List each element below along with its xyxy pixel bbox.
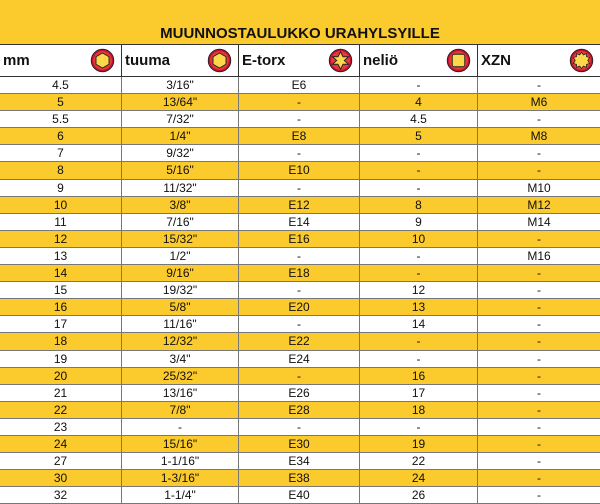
table-cell: 12: [360, 282, 478, 298]
table-cell: -: [537, 436, 541, 451]
table-cell: -: [537, 266, 541, 281]
table-cell: E30: [239, 436, 360, 452]
table-cell: 16: [360, 368, 478, 384]
table-row: [0, 316, 600, 333]
table-cell: 5.5: [0, 111, 122, 127]
table-cell: 13: [360, 299, 478, 315]
header-label-xzn: XZN: [481, 52, 511, 69]
table-cell: 20: [0, 368, 122, 384]
table-cell: -: [360, 351, 478, 367]
table-cell: -: [537, 283, 541, 298]
table-cell: E34: [239, 453, 360, 469]
table-cell: -: [239, 94, 360, 110]
table-cell: -: [360, 162, 478, 178]
table-cell: -: [239, 316, 360, 332]
header-label-nelio: neliö: [363, 52, 399, 69]
xzn-spline-icon: [569, 48, 594, 73]
table-cell: -: [122, 419, 239, 435]
table-row: [0, 282, 600, 299]
table-cell: 16: [0, 299, 122, 315]
table-cell: -: [239, 180, 360, 196]
table-cell: 4.5: [360, 111, 478, 127]
table-row: [0, 453, 600, 470]
table-row: [0, 385, 600, 402]
table-cell: 14: [0, 265, 122, 281]
table-cell: 8: [360, 197, 478, 213]
header-xzn: [478, 45, 600, 76]
page-title: MUUNNOSTAULUKKO URAHYLSYILLE: [160, 25, 440, 42]
table-row: [0, 214, 600, 231]
table-cell: E38: [239, 470, 360, 486]
table-row: [0, 333, 600, 350]
table-cell: -: [239, 282, 360, 298]
table-cell: E26: [239, 385, 360, 401]
table-cell: -: [537, 317, 541, 332]
table-row: [0, 231, 600, 248]
table-cell: M6: [530, 95, 548, 110]
table-row: [0, 470, 600, 487]
table-cell: -: [239, 368, 360, 384]
table-cell: -: [537, 334, 541, 349]
table-row: [0, 162, 600, 179]
header-etorx: [239, 45, 360, 76]
table-cell: -: [537, 231, 541, 246]
table-cell: 4: [360, 94, 478, 110]
table-cell: 19: [360, 436, 478, 452]
table-cell: M8: [530, 129, 548, 144]
table-cell: E14: [239, 214, 360, 230]
header-nelio: [360, 45, 478, 76]
table-cell: 15: [0, 282, 122, 298]
table-row: [0, 436, 600, 453]
table-cell: 9/16": [122, 265, 239, 281]
table-cell: 12: [0, 231, 122, 247]
table-row: [0, 111, 600, 128]
table-cell: 19/32": [122, 282, 239, 298]
table-cell: E24: [239, 351, 360, 367]
table-row: [0, 128, 600, 145]
table-cell: 25/32": [122, 368, 239, 384]
table-row: [0, 77, 600, 94]
table-cell: E20: [239, 299, 360, 315]
table-cell: 9/32": [122, 145, 239, 161]
table-cell: 1/2": [122, 248, 239, 264]
table-cell: 9: [360, 214, 478, 230]
table-cell: 13/16": [122, 385, 239, 401]
header-label-etorx: E-torx: [242, 52, 286, 69]
table-cell: -: [537, 471, 541, 486]
table-cell: 11: [0, 214, 122, 230]
table-cell: -: [537, 368, 541, 383]
table-cell: E10: [239, 162, 360, 178]
header-mm: [0, 45, 122, 76]
table-cell: -: [360, 248, 478, 264]
table-cell: 24: [360, 470, 478, 486]
table-cell: 7/8": [122, 402, 239, 418]
table-cell: 7/32": [122, 111, 239, 127]
table-cell: 17: [0, 316, 122, 332]
table-cell: -: [537, 402, 541, 417]
table-cell: -: [239, 145, 360, 161]
table-cell: -: [239, 111, 360, 127]
table-cell: 10: [360, 231, 478, 247]
table-cell: E28: [239, 402, 360, 418]
table-cell: 5/16": [122, 162, 239, 178]
table-cell: -: [537, 146, 541, 161]
table-cell: 5: [0, 94, 122, 110]
table-cell: -: [360, 145, 478, 161]
table-cell: 32: [0, 487, 122, 503]
table-cell: 5/8": [122, 299, 239, 315]
table-cell: 18: [0, 333, 122, 349]
table-cell: 17: [360, 385, 478, 401]
table-row: [0, 487, 600, 504]
table-row: [0, 94, 600, 111]
table-cell: 14: [360, 316, 478, 332]
table-cell: 12/32": [122, 333, 239, 349]
table-cell: 22: [360, 453, 478, 469]
table-cell: 1-1/16": [122, 453, 239, 469]
table-cell: -: [537, 78, 541, 92]
table-cell: 4.5: [0, 77, 122, 93]
table-cell: E16: [239, 231, 360, 247]
table-cell: -: [537, 112, 541, 127]
table-row: [0, 197, 600, 214]
table-row: [0, 402, 600, 419]
table-cell: 13: [0, 248, 122, 264]
table-cell: M10: [527, 180, 551, 195]
header-label-mm: mm: [3, 52, 30, 69]
table-cell: 11/32": [122, 180, 239, 196]
table-cell: 1-1/4": [122, 487, 239, 503]
table-cell: M14: [527, 214, 551, 229]
table-cell: -: [239, 419, 360, 435]
table-cell: 22: [0, 402, 122, 418]
table-cell: 27: [0, 453, 122, 469]
table-cell: E12: [239, 197, 360, 213]
table-cell: 23: [0, 419, 122, 435]
table-cell: M12: [527, 197, 551, 212]
table-cell: 6: [0, 128, 122, 144]
table-cell: 11/16": [122, 316, 239, 332]
table-row: [0, 351, 600, 368]
table-cell: 7: [0, 145, 122, 161]
table-row: [0, 265, 600, 282]
table-row: [0, 368, 600, 385]
hex-socket-icon: [90, 48, 115, 73]
table-cell: 30: [0, 470, 122, 486]
table-cell: -: [360, 333, 478, 349]
table-cell: E8: [239, 128, 360, 144]
table-cell: 7/16": [122, 214, 239, 230]
square-socket-icon: [446, 48, 471, 73]
table-cell: 21: [0, 385, 122, 401]
table-cell: 3/16": [122, 77, 239, 93]
table-cell: 1/4": [122, 128, 239, 144]
table-cell: 8: [0, 162, 122, 178]
table-cell: -: [537, 163, 541, 178]
table-cell: 15/32": [122, 231, 239, 247]
table-cell: 13/64": [122, 94, 239, 110]
table-cell: 26: [360, 487, 478, 503]
table-cell: -: [537, 351, 541, 366]
table-cell: -: [360, 265, 478, 281]
table-cell: 1-3/16": [122, 470, 239, 486]
table-row: [0, 419, 600, 436]
table-cell: E6: [239, 77, 360, 93]
table-cell: -: [360, 180, 478, 196]
table-cell: -: [537, 385, 541, 400]
table-cell: E40: [239, 487, 360, 503]
table-header: [0, 44, 600, 77]
table-row: [0, 180, 600, 197]
header-tuuma: [122, 45, 239, 76]
table-cell: 15/16": [122, 436, 239, 452]
table-cell: 5: [360, 128, 478, 144]
table-cell: -: [239, 248, 360, 264]
table-cell: M16: [527, 248, 551, 263]
table-cell: -: [360, 77, 478, 93]
table-cell: 24: [0, 436, 122, 452]
table-cell: 10: [0, 197, 122, 213]
table-cell: -: [537, 419, 541, 434]
table-row: [0, 299, 600, 316]
table-cell: 19: [0, 351, 122, 367]
table-cell: 18: [360, 402, 478, 418]
torx-star-icon: [328, 48, 353, 73]
header-label-tuuma: tuuma: [125, 52, 170, 69]
table-row: [0, 248, 600, 265]
table-cell: -: [360, 419, 478, 435]
table-row: [0, 145, 600, 162]
table-cell: E18: [239, 265, 360, 281]
conversion-table-body: [0, 77, 600, 504]
table-cell: -: [537, 488, 541, 503]
hex-socket-icon: [207, 48, 232, 73]
table-cell: 3/8": [122, 197, 239, 213]
table-cell: 3/4": [122, 351, 239, 367]
table-cell: E22: [239, 333, 360, 349]
table-cell: -: [537, 300, 541, 315]
table-cell: -: [537, 454, 541, 469]
table-cell: 9: [0, 180, 122, 196]
